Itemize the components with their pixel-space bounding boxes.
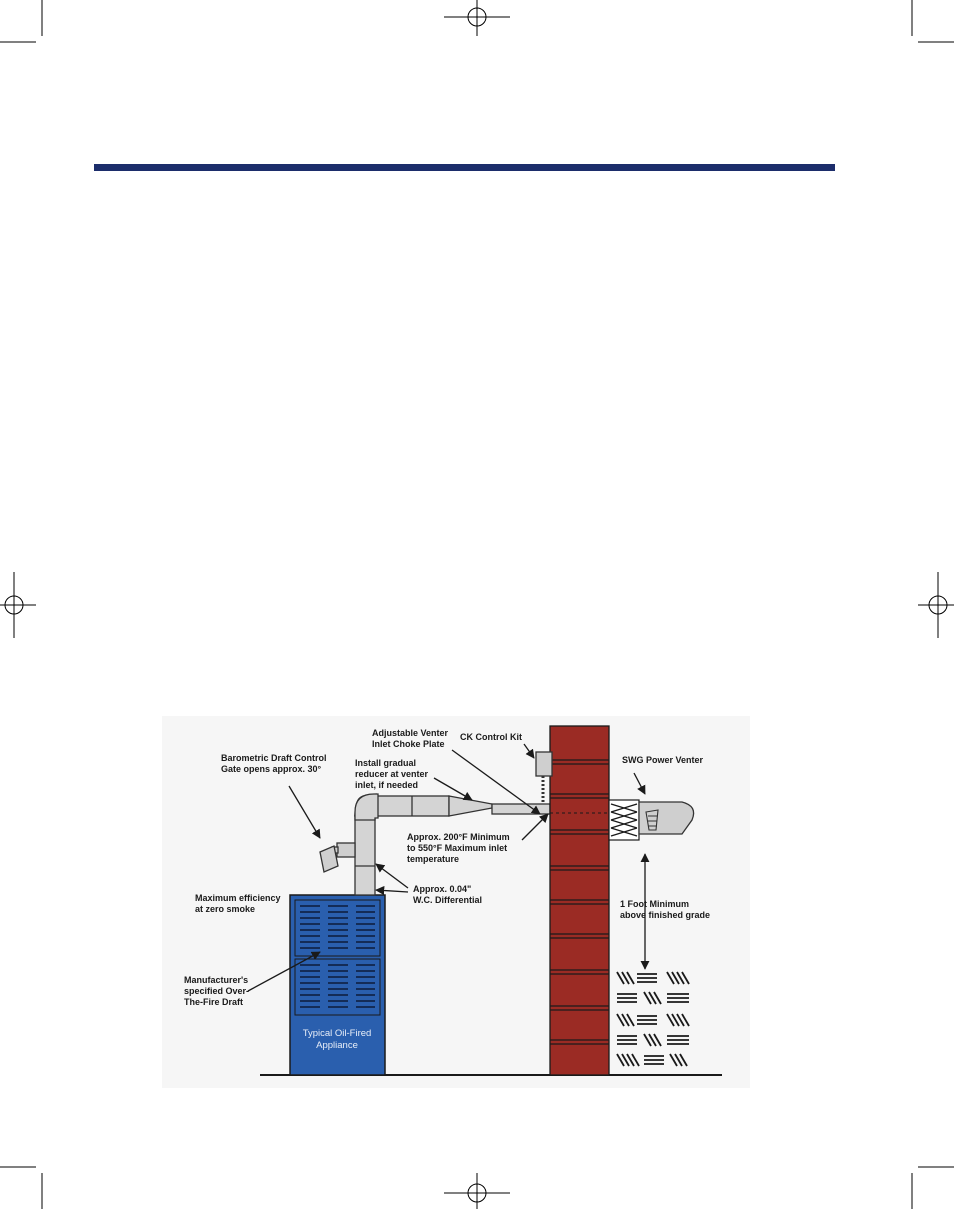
label-one-foot-1: 1 Foot Minimum [620,899,689,909]
label-temperature-1: Approx. 200°F Minimum [407,832,510,842]
label-swg: SWG Power Venter [622,755,704,765]
label-efficiency-1: Maximum efficiency [195,893,281,903]
label-temperature-3: temperature [407,854,460,864]
label-barometric-2: Gate opens approx. 30° [221,764,322,774]
arrow-wc-1 [376,864,408,888]
diagram-svg [162,716,750,1088]
arrow-swg [634,773,645,794]
registration-mark-left [0,572,36,638]
venting-diagram [162,716,750,1088]
arrow-ck-kit [524,744,534,758]
label-wc-2: W.C. Differential [413,895,483,905]
swg-power-venter [609,800,694,840]
label-ck-kit: CK Control Kit [460,732,522,742]
arrow-wc-2 [376,890,408,892]
label-choke-1: Adjustable Venter [372,728,449,738]
label-reducer-2: reducer at venter [355,769,429,779]
label-temperature-2: to 550°F Maximum inlet [407,843,508,853]
appliance-label-2: Appliance [316,1040,358,1051]
label-overfire-3: The-Fire Draft [184,997,244,1007]
label-choke-2: Inlet Choke Plate [372,739,445,749]
pipe-elbow [355,794,378,820]
ground-hatching [617,972,689,1066]
registration-mark-top [444,0,510,36]
label-efficiency-2: at zero smoke [195,904,256,914]
barometric-draft-control [320,843,355,872]
label-barometric-1: Barometric Draft Control [221,753,327,763]
registration-mark-right [918,572,954,638]
appliance-label-1: Typical Oil-Fired [302,1028,372,1039]
registration-mark-bottom [444,1173,510,1209]
brick-wall [550,726,609,1075]
label-one-foot-2: above finished grade [620,910,711,920]
arrow-barometric [289,786,320,838]
arrow-temperature [522,814,548,840]
oil-fired-appliance [290,895,385,1075]
label-wc-1: Approx. 0.04" [413,884,472,894]
label-overfire-2: specified Over- [184,986,250,996]
label-reducer-1: Install gradual [355,758,417,768]
header-rule [94,164,835,171]
label-reducer-3: inlet, if needed [355,780,419,790]
label-overfire-1: Manufacturer's [184,975,249,985]
